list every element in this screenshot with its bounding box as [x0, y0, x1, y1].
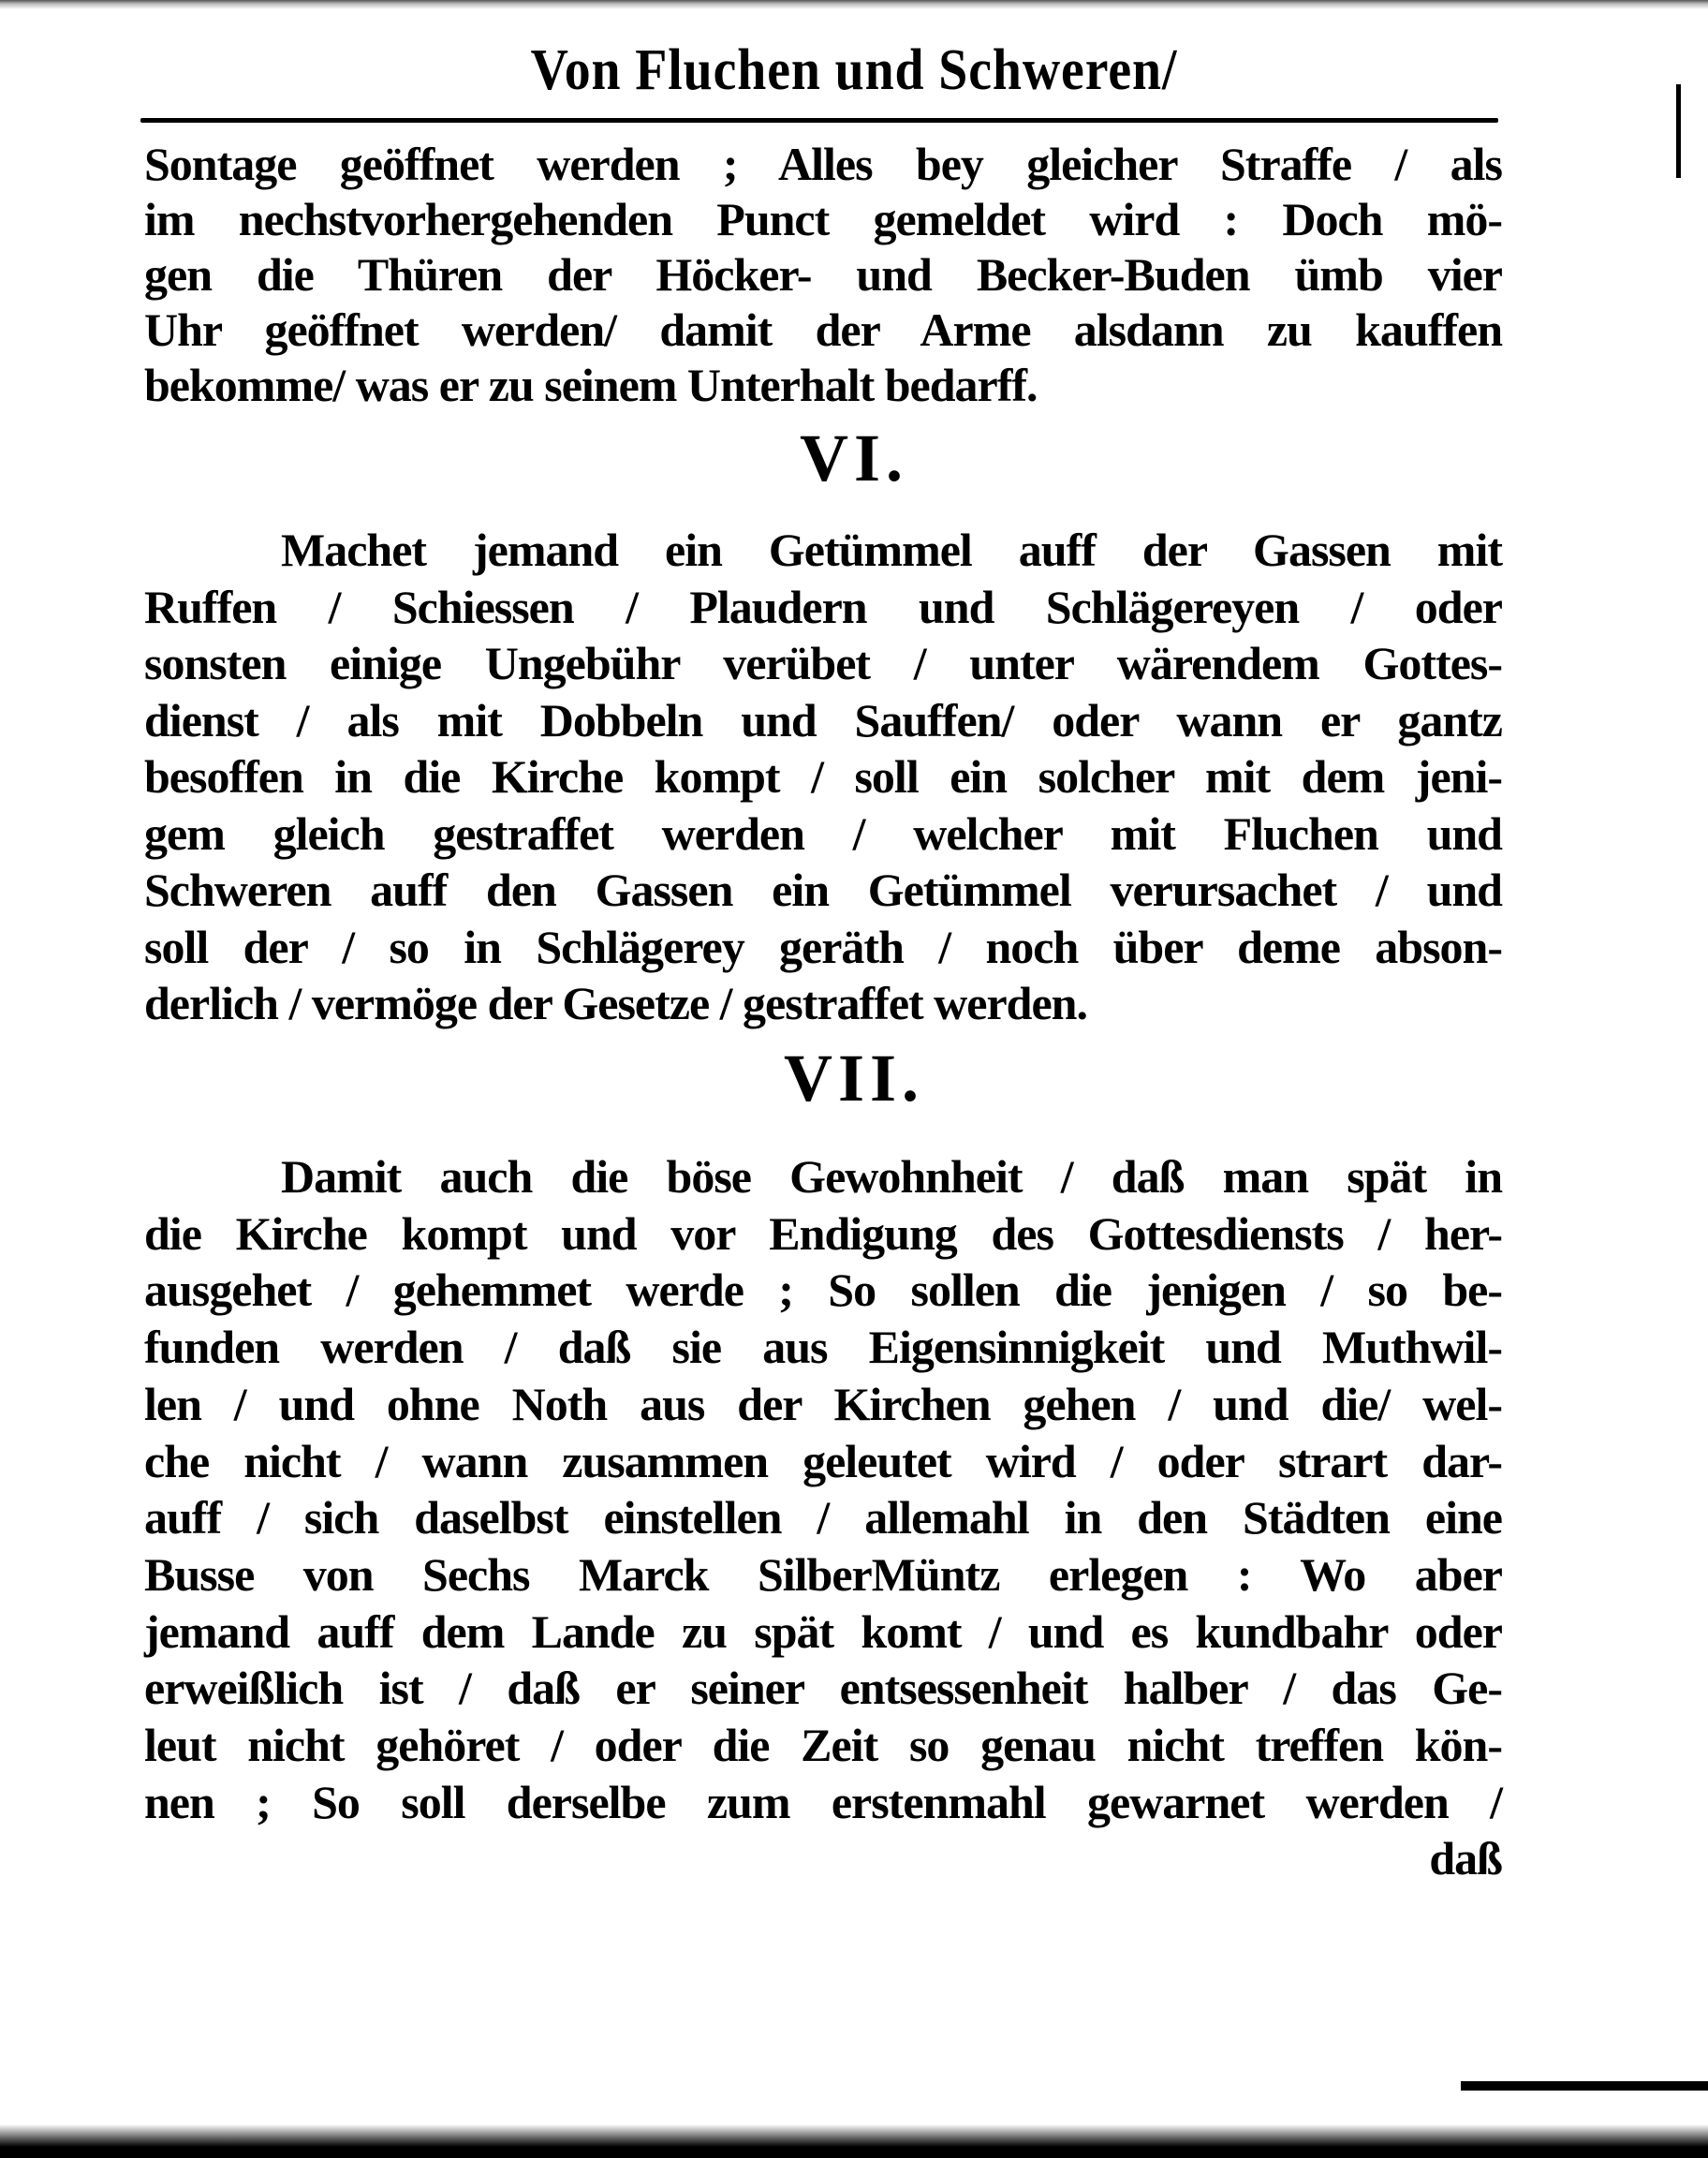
text-line: auff / sich daselbst einstellen / allemahl in den Städten eine: [144, 1491, 1502, 1545]
text-line: Ruffen / Schiessen / Plaudern und Schlägereyen / oder: [144, 580, 1502, 633]
scan-top-edge: [0, 0, 1708, 9]
section-heading-vii: VII.: [783, 1041, 925, 1116]
section-heading-vi: VI.: [799, 421, 908, 495]
text-line: gen die Thüren der Höcker- und Becker-Buden ümb vier: [144, 248, 1502, 301]
text-line: bekomme/ was er zu seinem Unterhalt bedarff.: [144, 359, 1038, 411]
text-line: che nicht / wann zusammen geleutet wird / oder strart dar-: [144, 1434, 1502, 1487]
text-line: im nechstvorhergehenden Punct gemeldet wird : Doch mö-: [144, 193, 1502, 245]
text-line: len / und ohne Noth aus der Kirchen gehen / und die/ wel-: [144, 1377, 1502, 1430]
text-line: ausgehet / gehemmet werde ; So sollen die jenigen / so be-: [144, 1264, 1502, 1317]
text-line: funden werden / daß sie aus Eigensinnigkeit und Muthwil-: [144, 1321, 1502, 1374]
scan-bottom-mark: [1461, 2081, 1708, 2091]
text-line: erweißlich ist / daß er seiner entsessenheit halber / das Ge-: [144, 1662, 1502, 1715]
text-line: Damit auch die böse Gewohnheit / daß man spät in: [281, 1150, 1502, 1203]
text-line: dienst / als mit Dobbeln und Sauffen/ oder wann er gantz: [144, 693, 1502, 746]
header-rule: [140, 118, 1498, 123]
text-line: derlich / vermöge der Gesetze / gestraffet werden.: [144, 977, 1087, 1029]
scan-edge-mark: [1676, 84, 1681, 178]
running-header: Von Fluchen und Schweren/: [530, 38, 1178, 102]
text-line: gem gleich gestraffet werden / welcher mit Fluchen und: [144, 806, 1502, 860]
text-line: jemand auff dem Lande zu spät komt / und es kundbahr oder: [144, 1604, 1502, 1658]
text-line: die Kirche kompt und vor Endigung des Gottesdiensts / her-: [144, 1206, 1502, 1260]
text-line: soll der / so in Schlägerey geräth / noch über deme abson-: [144, 920, 1502, 973]
scan-bottom-edge: [0, 2102, 1708, 2158]
text-line: Sontage geöffnet werden ; Alles bey gleicher Straffe / als: [144, 138, 1502, 190]
text-line: nen ; So soll derselbe zum erstenmahl gewarnet werden /: [144, 1775, 1502, 1828]
text-line: sonsten einige Ungebühr verübet / unter wärendem Gottes-: [144, 637, 1502, 689]
text-line: leut nicht gehöret / oder die Zeit so genau nicht treffen kön-: [144, 1719, 1502, 1771]
catchword: daß: [1429, 1832, 1502, 1885]
text-line: Schweren auff den Gassen ein Getümmel verursachet / und: [144, 864, 1502, 916]
text-line: Machet jemand ein Getümmel auff der Gassen mit: [281, 524, 1502, 576]
text-line: besoffen in die Kirche kompt / soll ein solcher mit dem jeni-: [144, 750, 1502, 803]
text-line: Busse von Sechs Marck SilberMüntz erlegen : Wo aber: [144, 1547, 1502, 1601]
text-line: Uhr geöffnet werden/ damit der Arme alsdann zu kauffen: [144, 303, 1502, 356]
